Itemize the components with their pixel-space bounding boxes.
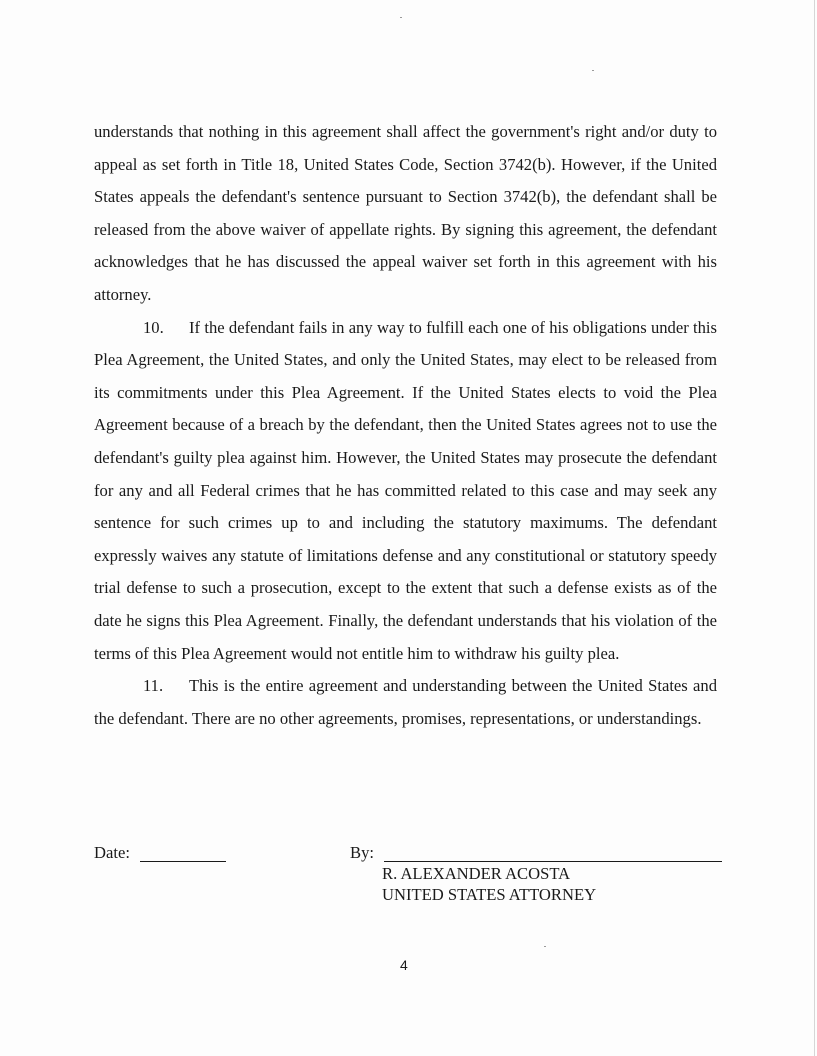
date-label: Date: <box>94 843 130 862</box>
scan-speck <box>400 17 402 18</box>
paragraph-number: 10. <box>143 317 164 337</box>
page-number: 4 <box>400 957 408 973</box>
scan-speck <box>592 70 594 71</box>
paragraph-number: 11. <box>143 676 164 696</box>
signer-title: UNITED STATES ATTORNEY <box>382 885 597 904</box>
paragraph-continued: understands that nothing in this agreement shall affect the government's right and/or duty to appeal as set forth in Title 18, United States Code, Section 3742(b). However, if the United States appeals the defendant's sentence pursuant to Section 3742(b), the defendant shall be released from the above waiver of appellate rights. By signing this agreement, the defendant acknowledges that he has discussed the appeal waiver set forth in this agreement with his attorney. <box>94 122 717 304</box>
signer-name: R. ALEXANDER ACOSTA <box>382 864 571 883</box>
by-label: By: <box>350 843 374 862</box>
agreement-body <box>94 116 717 735</box>
paragraph-10 <box>94 312 717 671</box>
scan-speck <box>544 946 546 947</box>
paragraph-text: This is the entire agreement and understanding between the United States and the defendant. There are no other agreements, promises, representations, or understandings. <box>94 676 717 728</box>
paragraph-11 <box>94 670 717 735</box>
date-blank-line <box>140 861 226 862</box>
scan-edge-line <box>814 0 815 1056</box>
paragraph-text: If the defendant fails in any way to fulfill each one of his obligations under this Plea Agreement, the United States, and only the United States, may elect to be released from its commitments under this Plea Agreement. If the United States elects to void the Plea Agreement because of a breach by the defendant, then the United States agrees not to use the defendant's guilty plea against him. However, the United States may prosecute the defendant for any and all Federal crimes that he has committed related to this case and may seek any sentence for such crimes up to and including the statutory maximums. The defendant expressly waives any statute of limitations defense and any constitutional or statutory speedy trial defense to such a prosecution, except to the extent that such a defense exists as of the date he signs this Plea Agreement. Finally, the defendant understands that his violation of the terms of this Plea Agreement would not entitle him to withdraw his guilty plea. <box>94 317 717 663</box>
signature-blank-line <box>384 861 722 862</box>
